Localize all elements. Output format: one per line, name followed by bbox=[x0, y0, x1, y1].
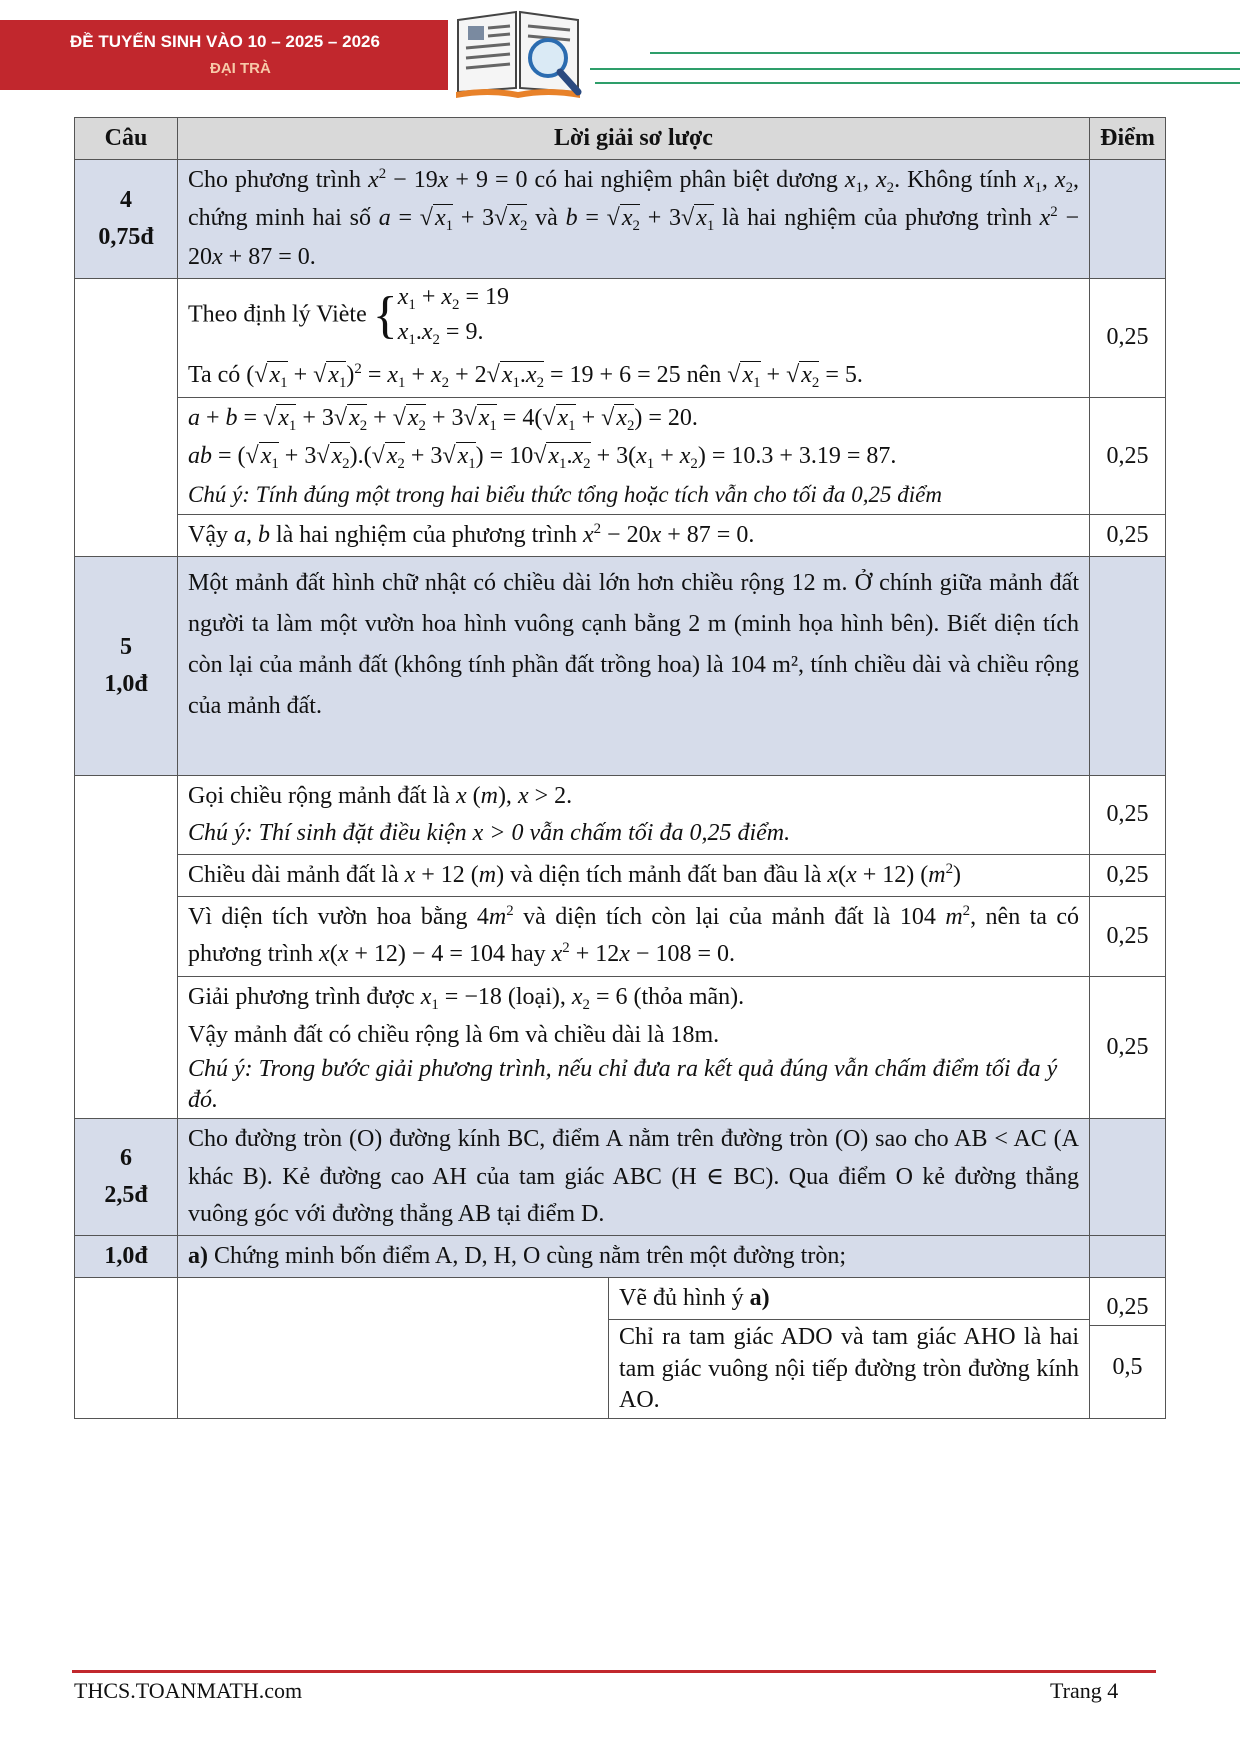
footer-site: THCS.TOANMATH.com bbox=[74, 1678, 303, 1703]
q4-note: Chú ý: Tính đúng một trong hai biểu thức tổng hoặc tích vẫn cho tối đa 0,25 điểm bbox=[188, 481, 943, 507]
q4-score-2: 0,25 bbox=[1090, 398, 1166, 515]
q5-score-2: 0,25 bbox=[1090, 855, 1166, 897]
table-header bbox=[75, 118, 1166, 160]
q4-viete: Theo định lý Viète {$x_1 + x_2 = 19$ $x_1.x_2 = 9$. Ta có (√ $x_1$ + √ $x_1)^2 = x_1 + x_2 + 2√$ $x_1.x_2 = 19 + 6 = 25$ nên √ $x_1$ + √ $x_2 = 5$. bbox=[178, 278, 1090, 397]
q4-score-3: 0,25 bbox=[1090, 515, 1166, 557]
q5-number: 5 1,0đ bbox=[75, 557, 178, 775]
q6a-statement: a) Chứng minh bốn điểm A, D, H, O cùng nằm trên một đường tròn; bbox=[178, 1235, 1090, 1277]
q4-step-3 bbox=[75, 515, 1166, 557]
header-line-2 bbox=[590, 68, 1240, 70]
q4-number: 4 0,75đ bbox=[75, 160, 178, 279]
q4-step-2 bbox=[75, 398, 1166, 515]
q5-solve: Giải phương trình được $x_1 = -18$ (loại), $x_2 = 6$ (thỏa mãn). Vậy mảnh đất có chiều rộng là 6m và chiều dài là 18m. Chú ý: Trong bước giải phương trình, nếu chỉ đưa ra kết quả đúng vẫn chấm điểm tối đa ý đó. bbox=[178, 976, 1090, 1119]
footer-page: Trang 4 bbox=[1050, 1678, 1119, 1703]
q6a-draw: Vẽ đủ hình ý a) bbox=[609, 1278, 1090, 1320]
exam-subtitle: ĐẠI TRÀ bbox=[210, 60, 271, 77]
exam-title: ĐỀ TUYỂN SINH VÀO 10 – 2025 – 2026 bbox=[70, 32, 380, 51]
col-diem: Điểm bbox=[1090, 118, 1166, 160]
q4-step-1 bbox=[75, 278, 1166, 397]
q5-set-variable: Gọi chiều rộng mảnh đất là x (m), x > 2. Chú ý: Thí sinh đặt điều kiện x > 0 vẫn chấm tối đa 0,25 điểm. bbox=[178, 775, 1090, 854]
q5-step-4 bbox=[75, 976, 1166, 1119]
q5-statement: Một mảnh đất hình chữ nhật có chiều dài lớn hơn chiều rộng 12 m. Ở chính giữa mảnh đất người ta làm một vườn hoa hình vuông cạnh bằng 2 m (minh họa hình bên). Biết diện tích còn lại của mảnh đất (không tính phần đất trồng hoa) là 104 m², tính chiều dài và chiều rộng của mảnh đất. bbox=[178, 557, 1090, 775]
header-banner bbox=[0, 20, 448, 90]
q6a-steps bbox=[75, 1278, 1166, 1419]
q4-row bbox=[75, 160, 1166, 279]
footer-line bbox=[72, 1670, 1156, 1673]
q5-step-3 bbox=[75, 897, 1166, 976]
q5-length-area: Chiều dài mảnh đất là x + 12 (m) và diện tích mảnh đất ban đầu là x(x + 12) $(m^2)$ bbox=[178, 855, 1090, 897]
q6-row bbox=[75, 1119, 1166, 1236]
header-line-1 bbox=[650, 52, 1240, 54]
solution-table bbox=[74, 117, 1166, 1419]
q5-step-2 bbox=[75, 855, 1166, 897]
q6-statement: Cho đường tròn (O) đường kính BC, điểm A nằm trên đường tròn (O) sao cho AB < AC (A khác B). Kẻ đường cao AH của tam giác ABC (H ∈ BC). Qua điểm O kẻ đường thẳng vuông góc với đường thẳng AB tại điểm D. bbox=[178, 1119, 1090, 1236]
q5-equation: Vì diện tích vườn hoa bằng $4m^2$ và diện tích còn lại của mảnh đất là 104 $m^2$, nên ta có phương trình x(x + 12) − 4 = 104 hay $x^2 + 12x - 108 = 0$. bbox=[178, 897, 1090, 976]
q5-step-1 bbox=[75, 775, 1166, 854]
q4-statement: Cho phương trình $x^2 - 19x + 9 = 0$ có hai nghiệm phân biệt dương $x_1$, $x_2$. Không tính $x_1$, $x_2$, chứng minh hai số a = √ $x_1 + 3√$ $x_2$ và b = √ $x_2 + 3√$ $x_1$ là hai nghiệm của phương trình $x^2 - 20x + 87 = 0$. bbox=[178, 160, 1090, 279]
col-cau: Câu bbox=[75, 118, 178, 160]
q5-row bbox=[75, 557, 1166, 775]
q6a-triangles: Chỉ ra tam giác ADO và tam giác AHO là hai tam giác vuông nội tiếp đường tròn đường kính AO. bbox=[609, 1320, 1090, 1418]
q5-score-3: 0,25 bbox=[1090, 897, 1166, 976]
book-magnifier-icon bbox=[448, 0, 588, 100]
q4-sum-product: a + b = √ $x_1 + 3√$ $x_2$ + √ $x_2 + 3√$ $x_1 = 4(√$ $x_1$ + √ $x_2) = 20$. ab = (√ $x_1 + 3√$ $x_2).(√$ $x_2 + 3√$ $x_1) = 10√$ $x_1.x_2 + 3(x_1 + x_2) = 10.3 + 3.19 = 87$. Chú ý: Tính đúng một trong hai biểu thức tổng hoặc tích vẫn cho tối đa 0,25 điểm bbox=[178, 398, 1090, 515]
col-loigiai: Lời giải sơ lược bbox=[178, 118, 1090, 160]
q6a-inner bbox=[178, 1278, 1089, 1418]
q5-score-1: 0,25 bbox=[1090, 775, 1166, 854]
q6a-score-2: 0,5 bbox=[1112, 1353, 1143, 1380]
q5-score-4: 0,25 bbox=[1090, 976, 1166, 1119]
q4-score-1: 0,25 bbox=[1090, 278, 1166, 397]
q6a-points: 1,0đ bbox=[75, 1235, 178, 1277]
q6a-row bbox=[75, 1235, 1166, 1277]
q6-number: 6 2,5đ bbox=[75, 1119, 178, 1236]
q4-conclusion: Vậy a, b là hai nghiệm của phương trình $x^2 - 20x + 87 = 0$. bbox=[178, 515, 1090, 557]
header-line-3 bbox=[595, 82, 1240, 84]
q6a-score-1: 0,25 bbox=[1090, 1289, 1165, 1326]
